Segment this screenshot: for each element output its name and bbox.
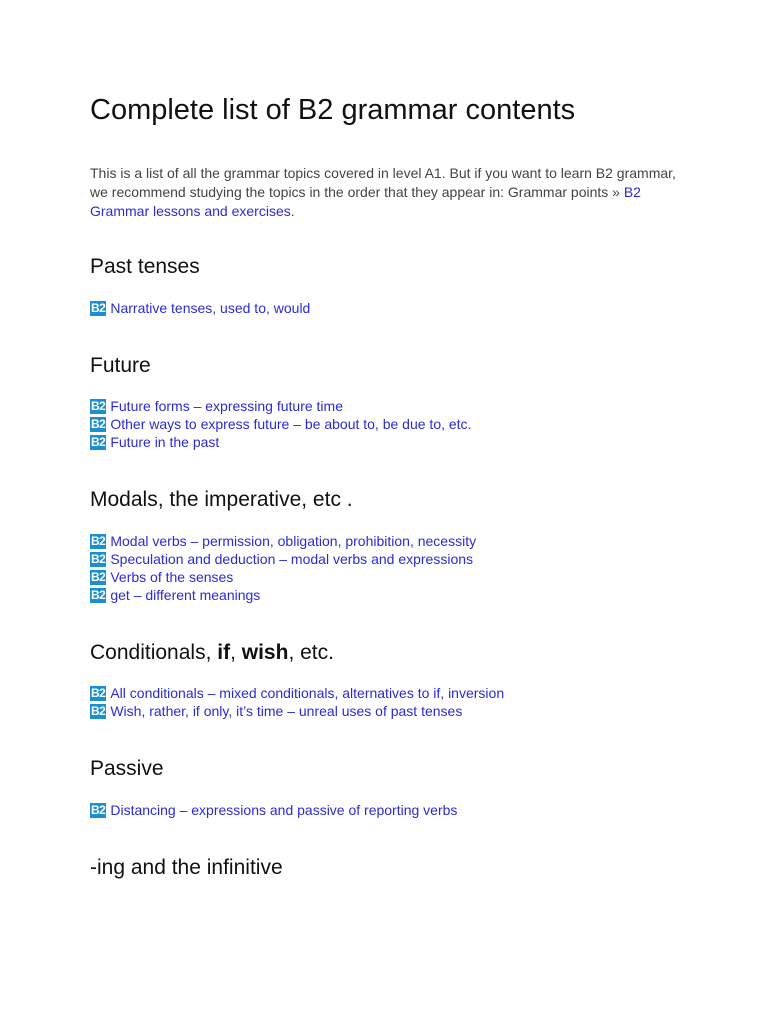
intro-paragraph [90,164,680,221]
level-badge: B2 [91,434,106,449]
heading-part-bold: if [217,641,231,664]
level-badge: B2 [91,703,106,718]
section-heading-future: Future [90,354,151,377]
list-item [90,532,476,550]
intro-end: . [290,203,295,219]
level-badge: B2 [91,300,106,315]
topic-list-modals [90,532,476,604]
list-item [90,433,471,451]
page-title: Complete list of B2 grammar contents [90,94,576,126]
list-item [90,801,457,819]
level-badge: B2 [91,416,106,431]
level-badge: B2 [91,398,106,413]
section-heading-conditionals [90,639,334,667]
topic-list-conditionals [90,684,504,720]
topic-link[interactable]: Future in the past [110,434,220,450]
intro-text: This is a list of all the grammar topics covered in level A1. But if you want to learn B2 grammar, we recommend studying the topics in the order that they appear in: Grammar points » [90,165,676,200]
list-item [90,299,310,317]
level-badge: B2 [91,533,106,548]
list-item [90,702,504,720]
topic-link[interactable]: All conditionals – mixed conditionals, alternatives to if, inversion [110,685,505,701]
topic-link[interactable]: Verbs of the senses [110,569,234,585]
list-item [90,415,471,433]
heading-part-bold: wish [241,641,289,664]
heading-part: , [230,641,242,664]
topic-link[interactable]: Modal verbs – permission, obligation, prohibition, necessity [110,533,477,549]
topic-link[interactable]: Distancing – expressions and passive of reporting verbs [110,802,458,818]
topic-list-future [90,397,471,451]
topic-link[interactable]: get – different meanings [110,587,261,603]
topic-link[interactable]: Speculation and deduction – modal verbs and expressions [110,551,474,567]
list-item [90,568,476,586]
level-badge: B2 [91,587,106,602]
list-item [90,684,504,702]
topic-link[interactable]: Wish, rather, if only, it’s time – unreal uses of past tenses [110,703,463,719]
heading-part: Conditionals, [90,641,218,664]
topic-link[interactable]: Narrative tenses, used to, would [110,300,311,316]
level-badge: B2 [91,569,106,584]
heading-part: , etc. [288,641,334,664]
topic-link[interactable]: Other ways to express future – be about to, be due to, etc. [110,416,472,432]
b2-grammar-lessons-link[interactable]: B2 Grammar lessons and exercises [90,184,641,219]
list-item [90,397,471,415]
section-heading-passive: Passive [90,757,164,780]
section-heading-past-tenses: Past tenses [90,255,200,278]
section-heading-modals: Modals, the imperative, etc . [90,488,353,511]
topic-link[interactable]: Future forms – expressing future time [110,398,343,414]
list-item [90,550,476,568]
level-badge: B2 [91,551,106,566]
level-badge: B2 [91,685,106,700]
list-item [90,586,476,604]
level-badge: B2 [91,802,106,817]
section-heading-ing-infinitive: -ing and the infinitive [90,856,283,879]
topic-list-passive [90,801,457,819]
topic-list-past-tenses [90,299,310,317]
